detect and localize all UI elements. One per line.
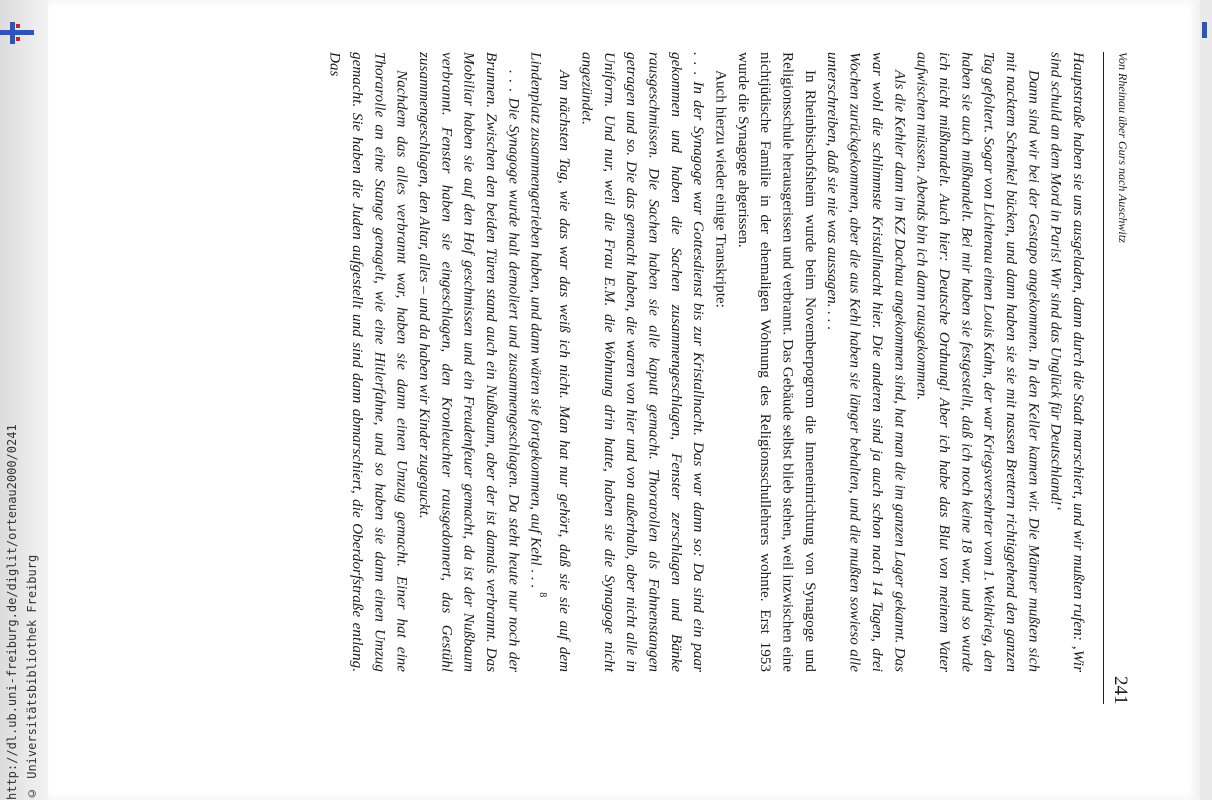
paragraph: . . . In der Synagoge war Gottesdienst bis zur Kristallnacht. Das war dann so: Da sind ein paar gekommen und haben die Sachen zusammengeschlagen, Fenster zerschlagen und Bänke rausgeschmissen. Die Sachen haben sie alle kaputt gemacht. Thorarollen als Fahnenstangen getragen und so. Die das gemacht haben, die waren von hier und von außerhalb, aber nicht alle in Uniform. Und nur, weil die Frau E.M. die Wohnung drin hatte, haben sie die Synagoge nicht angezündet. [578,52,708,672]
page-header [1103,52,1130,704]
footnote-mark: 8 [536,592,548,598]
paragraph: Nachdem das alles verbrannt war, haben sie dann einen Umzug gemacht. Einer hat eine Thorarolle an eine Stange genagelt, wie eine Hitlerfahne, und so haben sie dann einen Umzug gemacht. Sie haben die Juden aufgestellt und sind dann abmarschiert, die Oberdorfstraße entlang. Das [326,52,411,672]
paragraph: In Rheinbischofsheim wurde beim Novemberpogrom die Inneneinrichtung von Synagoge und Religionsschule herausgerissen und verbrannt. Das Gebäude selbst blieb stehen, weil inzwischen eine nichtjüdische Familie in der ehemaligen Wohnung des Religionsschullehrers wohnte. Erst 1953 wurde die Synagoge abgerissen. [734,52,819,672]
running-head: Von Rheinau über Gurs nach Auschwitz [1116,52,1130,243]
paragraph: Als die Kehler dann im KZ Dachau angekommen sind, hat man die im ganzen Lager gekannt. Das war wohl die schlimmste Kristallnacht hier. Die anderen sind ja auch schon nach 14 Tagen, drei Wochen zurückgekommen, aber die aus Kehl haben sie länger behalten, und die mußten sowieso alle unterschreiben, daß sie nie was aussagen. . . . [824,52,909,672]
viewer-right-margin [1200,0,1212,800]
paragraph: . . . Die Synagoge wurde halt demoliert und zusammengeschlagen. Da steht heute nur noch der Brunnen. Zwischen den beiden Türen stand auch ein Nußbaum, aber der ist damals verbrannt. Das Mobiliar haben sie auf den Hof geschmissen und ein Freudenfeuer gemacht, da ist der Nußbaum verbrannt. Fenster haben sie eingeschlagen, den Kronleuchter rausgedonnert, das Gestühl zusammengeschlagen, den Altar, alles – und da haben wir Kinder zugeguckt. [415,52,523,672]
color-calibration-marker-icon [0,22,38,44]
page-number: 241 [1110,675,1131,704]
paragraph: Am nächsten Tag, wie das war das weiß ich nicht. Man hat nur gehört, daß sie sie auf dem Lindenplatz zusammengetrieben haben, und dann wären sie fortgekommen, auf Kehl . . . $^8$ [527,52,574,672]
color-calibration-marker-right-icon [1200,22,1210,38]
book-page [70,52,1130,704]
viewer-left-margin [0,0,48,800]
paragraph: Dann sind wir bei der Gestapo angekommen. In den Keller kamen wir. Die Männer mußten sich mit nacktem Schenkel bücken, und dann haben sie sie mit nassen Brettern richtiggehend den ganzen Tag gefoltert. Sogar von Lichtenau einen Louis Kahn, der war Kriegsversehrter vom 1. Weltkrieg, den haben sie auch mißhandelt. Bei mir haben sie festgestellt, daß ich noch keine 18 war, und so wurde ich nicht mißhandelt. Auch hier: Deutsche Ordnung! Aber ich habe das Blut von meinem Vater aufwischen müssen. Abends bin ich dann rausgekommen. [913,52,1043,672]
source-url: http://dl.ub.uni-freiburg.de/diglit/ortenau2000/0241 © Universitätsbibliothek Freiburg [5,424,39,800]
paragraph: Hauptstraße haben sie uns ausgeladen, dann durch die Stadt marschiert, und wir mußten rufen: ‚Wir sind schuld an dem Mord in Paris! Wir sind das Unglück für Deutschland!‘ [1047,52,1087,672]
paragraph: Auch hierzu wieder einige Transkripte: [712,70,730,308]
